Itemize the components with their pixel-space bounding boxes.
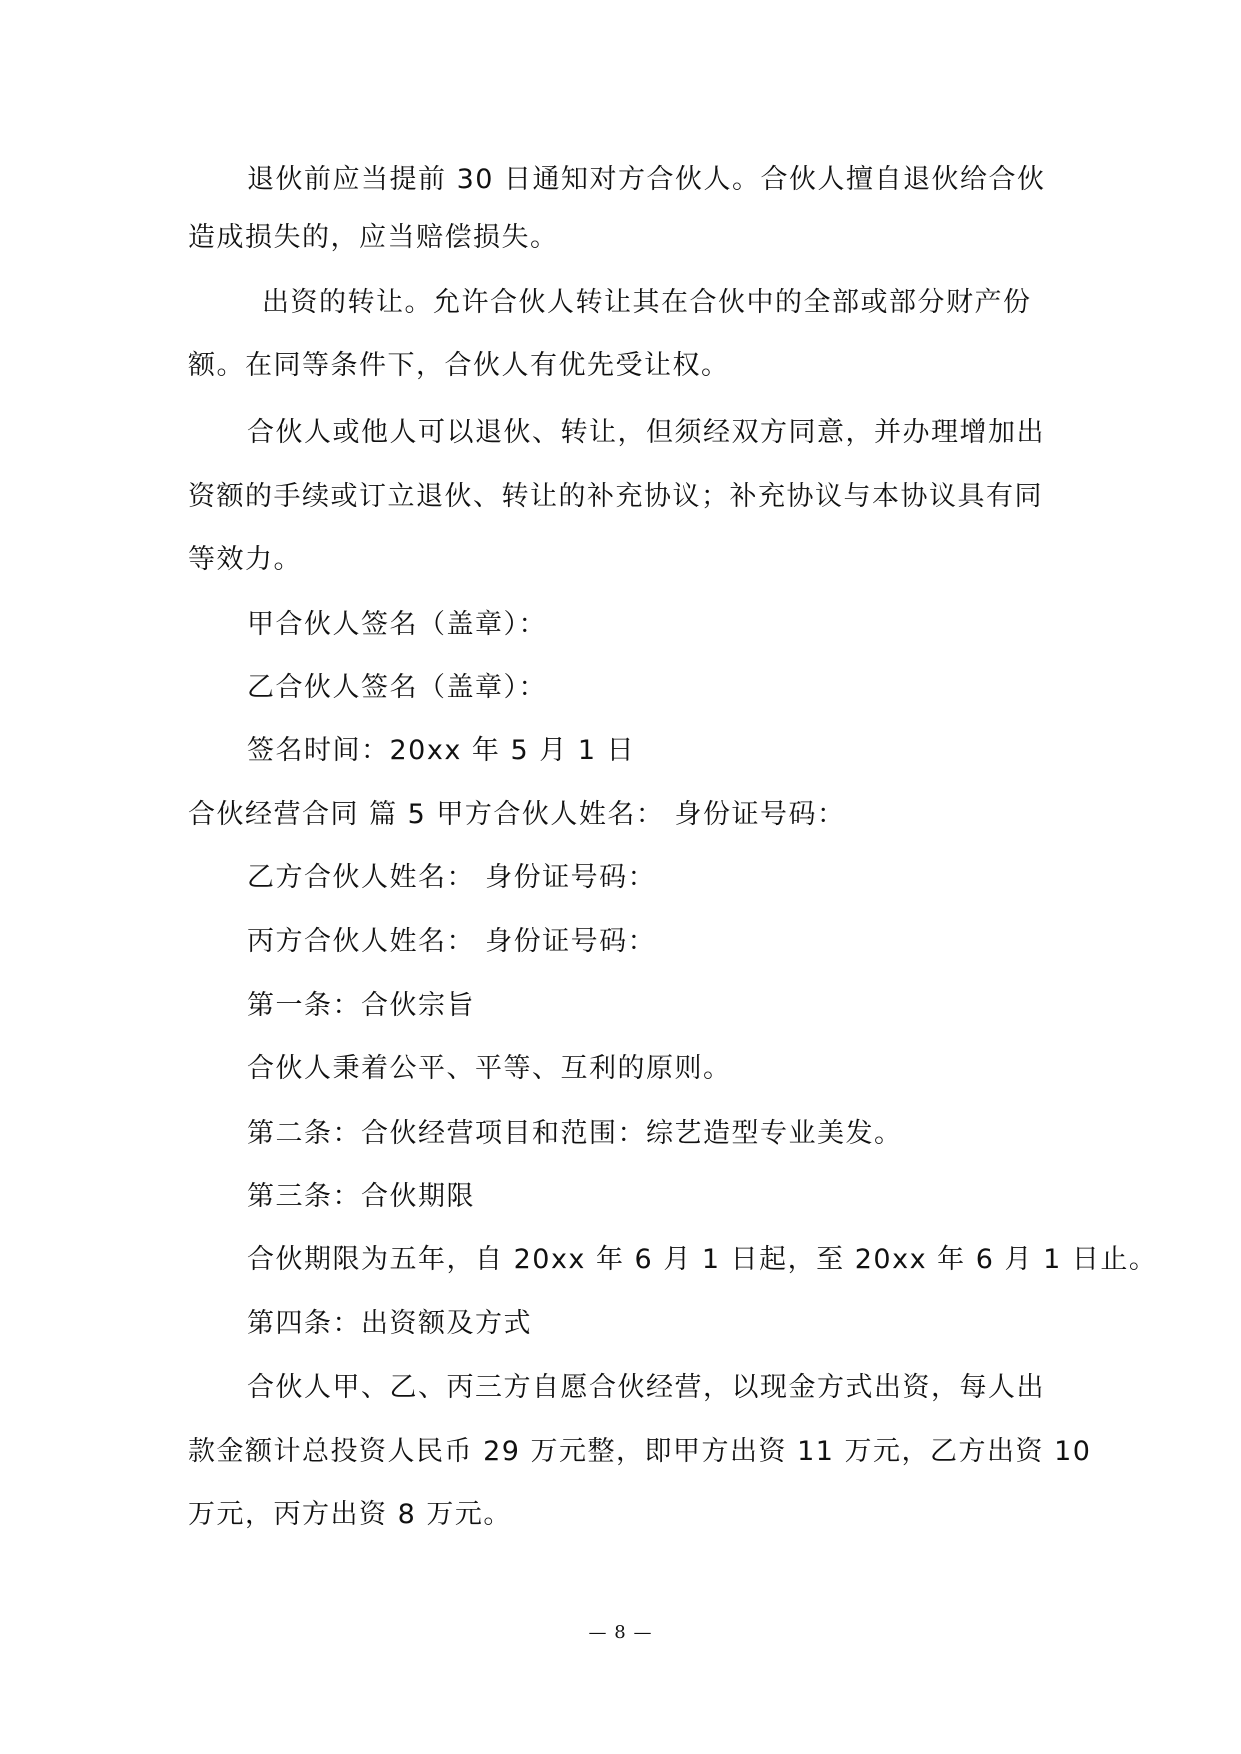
- signature-line-party-a: 甲合伙人签名（盖章）：: [247, 609, 547, 640]
- signature-date: 签名时间：20xx 年 5 月 1 日: [247, 735, 636, 766]
- party-line: 丙方合伙人姓名： 身份证号码：: [247, 926, 657, 957]
- article-heading: 第二条：合伙经营项目和范围：综艺造型专业美发。: [247, 1118, 903, 1149]
- paragraph-line: 合伙人甲、乙、丙三方自愿合伙经营，以现金方式出资，每人出: [247, 1372, 1045, 1403]
- page-number: — 8 —: [588, 1622, 653, 1643]
- paragraph-line: 出资的转让。允许合伙人转让其在合伙中的全部或部分财产份: [262, 287, 1032, 318]
- paragraph-line: 万元，丙方出资 8 万元。: [188, 1499, 512, 1530]
- contract-heading: 合伙经营合同 篇 5 甲方合伙人姓名： 身份证号码：: [188, 799, 846, 830]
- article-heading: 第一条：合伙宗旨: [247, 990, 475, 1021]
- article-heading: 第三条：合伙期限: [247, 1181, 475, 1212]
- paragraph-line: 退伙前应当提前 30 日通知对方合伙人。合伙人擅自退伙给合伙: [247, 164, 1046, 195]
- party-line: 乙方合伙人姓名： 身份证号码：: [247, 862, 657, 893]
- paragraph-line: 造成损失的，应当赔偿损失。: [188, 222, 559, 253]
- paragraph-line: 合伙人秉着公平、平等、互利的原则。: [247, 1053, 732, 1084]
- paragraph-line: 资额的手续或订立退伙、转让的补充协议；补充协议与本协议具有同: [188, 481, 1043, 512]
- paragraph-line: 额。在同等条件下，合伙人有优先受让权。: [188, 350, 730, 381]
- paragraph-line: 合伙人或他人可以退伙、转让，但须经双方同意，并办理增加出: [247, 417, 1045, 448]
- paragraph-line: 款金额计总投资人民币 29 万元整，即甲方出资 11 万元，乙方出资 10: [188, 1436, 1092, 1467]
- paragraph-line: 合伙期限为五年，自 20xx 年 6 月 1 日起，至 20xx 年 6 月 1 日止。: [247, 1244, 1158, 1275]
- article-heading: 第四条：出资额及方式: [247, 1308, 532, 1339]
- paragraph-line: 等效力。: [188, 544, 302, 575]
- signature-line-party-b: 乙合伙人签名（盖章）：: [247, 672, 547, 703]
